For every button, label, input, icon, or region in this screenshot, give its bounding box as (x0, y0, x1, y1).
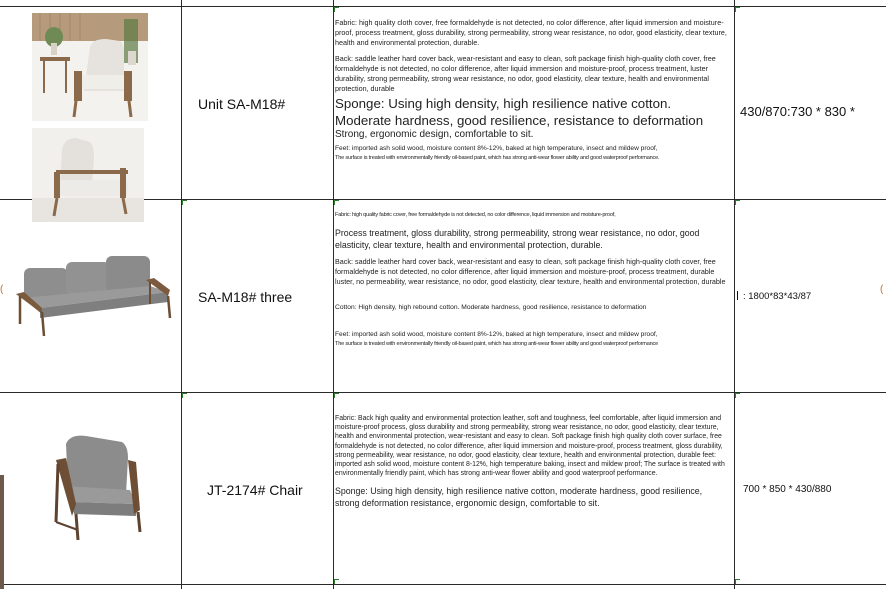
edge-marker: ( (0, 284, 4, 295)
cell-corner-mark (735, 579, 740, 584)
cotton-text: Cotton: High density, high rebound cotton. Moderate hardness, good resilience, resistance to deformation (335, 304, 647, 311)
process-text: Process treatment, gloss durability, strong permeability, strong wear resistance, no odor, good elasticity, clear texture, health and environmental protection, durable. (335, 228, 700, 250)
back-text: Back: saddle leather hard cover back, wear-resistant and easy to clean, soft package finish high-quality cloth cover, free formaldehyde is not detected, no color difference, after liquid immersion and moisture-proof, process treatment, durable luster, no permeability, wear resistance, no odor, good elasticity, clear texture, health and environmental protection, durable (335, 257, 726, 286)
edge-bar (0, 475, 4, 589)
description-block (335, 18, 727, 162)
sponge-text: Sponge: Using high density, high resilience native cotton. Moderate hardness, good resilience, resistance to deformation (335, 96, 704, 128)
cell-corner-mark (735, 393, 740, 398)
feet-text: Feet: imported ash solid wood, moisture content 8%-12%, baked at high temperature, insect and mildew proof, (335, 144, 658, 152)
surface-text: The surface is treated with environmentally friendly oil-based paint, which has strong anti-wear flower ability and good waterproof performance (335, 341, 659, 347)
cell-corner-mark (735, 200, 740, 205)
fabric-text: Fabric: high quality cloth cover, free formaldehyde is not detected, no color difference, after liquid immersion and moisture-proof, process treatment, gloss durability, strong permeability, strong wear resistance, no odor, good elasticity, clear texture, health and environmental protection, durable. (335, 18, 727, 47)
column-divider (333, 0, 334, 589)
description-block (335, 211, 727, 348)
column-divider (734, 0, 735, 589)
three-seat-sofa-photo (10, 246, 178, 342)
fabric-text: Fabric: Back high quality and environmental protection leather, soft and toughness, feel comfortable, after liquid immersion and moisture-proof process, gloss durability and strong permeability, strong wear resistance, no odor, good elasticity, clear texture, health and environmental protection, wear-resistant and easy to clean. Soft package finish high quality cloth cover surface, free formaldehyde is not detected, no color difference, after liquid immersion and moisture-proof, process treatment, gloss durability, strong permeability, wear resistance, no odor, good elasticity, clear texture, health and environmental protection, durable feet: imported ash solid wood, moisture content 8-12%, high temperature baking, insect and mildew proof; The surface is treated with environmentally friendly paint, which has strong anti-wear flower ability and good waterproof performance. (335, 415, 725, 478)
dimension-size-value: : 1800*83*43/87 (743, 291, 812, 302)
ergonomic-text: Strong, ergonomic design, comfortable to sit. (335, 129, 534, 140)
row-divider (0, 584, 886, 585)
model-name: JT-2174# Chair (207, 482, 303, 498)
model-name: Unit SA-M18# (198, 96, 286, 112)
armchair-photo (32, 13, 148, 121)
surface-text: The surface is treated with environmentally friendly oil-based paint, which has strong anti-wear flower ability and good waterproof performance. (335, 154, 660, 161)
row-divider (0, 6, 886, 7)
cell-corner-mark (182, 200, 187, 205)
row-divider (0, 392, 886, 393)
edge-marker: ( (880, 284, 884, 295)
sponge-text: Sponge: Using high density, high resilience native cotton, moderate hardness, good resilience, strong deformation resistance, ergonomic design, comfortable to sit. (335, 486, 703, 509)
cell-corner-mark (334, 579, 339, 584)
feet-text: Feet: imported ash solid wood, moisture content 8%-12%, baked at high temperature, insect and mildew proof, (335, 331, 658, 338)
cell-corner-mark (735, 7, 740, 12)
fabric-text: Fabric: high quality fabric cover, free formaldehyde is not detected, no color difference, liquid immersion and moisture-proof, (335, 212, 616, 218)
dimension-size: 700 * 850 * 430/880 (743, 484, 832, 495)
dimension-size (737, 291, 811, 302)
dimension-size: 430/870:730 * 830 * (740, 104, 855, 119)
description-block (335, 414, 727, 509)
cell-corner-mark (182, 393, 187, 398)
model-name: SA-M18# three (198, 289, 293, 305)
column-divider (181, 0, 182, 589)
back-text: Back: saddle leather hard cover back, wear-resistant and easy to clean, soft package finish high-quality cloth cover, free formaldehyde is not detected, no color difference, after liquid immersion and moisture-proof, process treatment, luster durability, strong permeability, strong wear resistance, no odor, good elasticity, clear texture, health and environmental protection, durable (335, 54, 716, 93)
cell-corner-mark (334, 393, 339, 398)
armchair-side-photo (32, 128, 144, 222)
cell-corner-mark (334, 7, 339, 12)
cell-corner-mark (334, 200, 339, 205)
lounge-chair-photo (36, 424, 148, 548)
dimension-indicator-icon (737, 291, 741, 300)
